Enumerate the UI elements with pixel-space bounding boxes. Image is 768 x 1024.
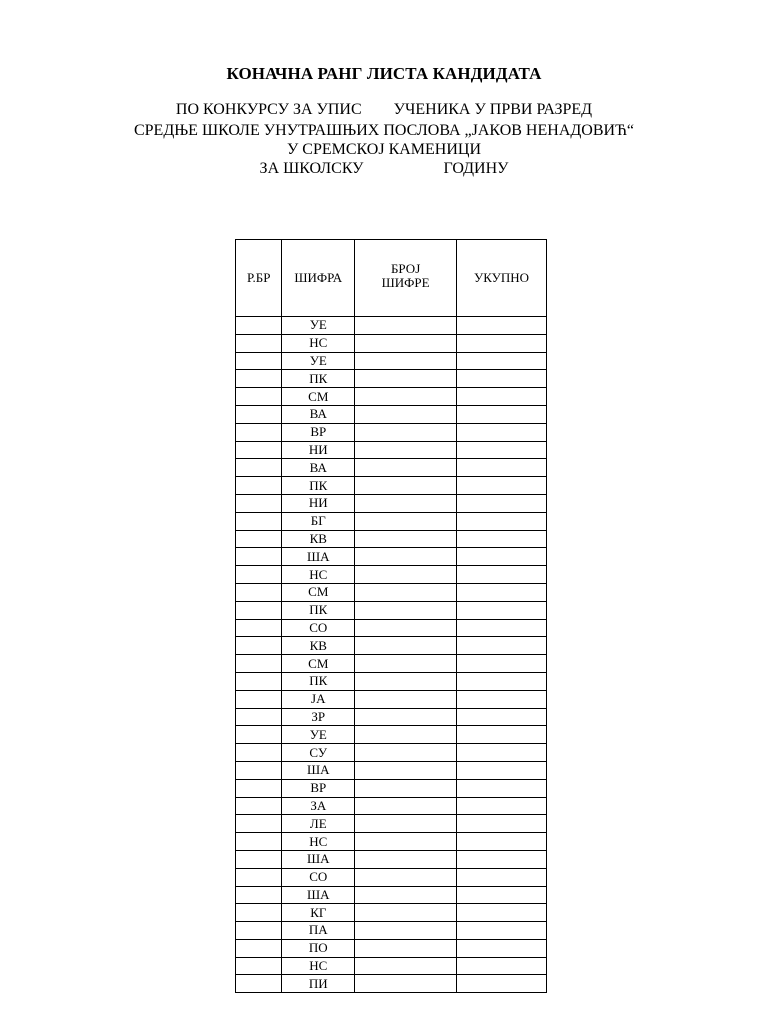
table-row: [236, 388, 547, 406]
code-cell: УЕ: [282, 352, 355, 370]
code-number-cell: [355, 922, 457, 940]
code-cell: ЛЕ: [282, 815, 355, 833]
subtitle-line-1: ПО КОНКУРСУ ЗА УПИС УЧЕНИКА У ПРВИ РАЗРЕД: [175, 101, 593, 118]
total-cell: [457, 530, 547, 548]
total-cell: [457, 939, 547, 957]
header-total: УКУПНО: [457, 240, 547, 317]
code-number-cell: [355, 530, 457, 548]
total-cell: [457, 583, 547, 601]
header-code-number-line1: БРОЈ: [390, 261, 421, 276]
code-cell: НС: [282, 334, 355, 352]
code-number-cell: [355, 672, 457, 690]
rank-cell: [236, 334, 282, 352]
total-cell: [457, 672, 547, 690]
table-row: [236, 922, 547, 940]
table-row: [236, 939, 547, 957]
rank-cell: [236, 423, 282, 441]
code-cell: СМ: [282, 388, 355, 406]
rank-cell: [236, 388, 282, 406]
rank-cell: [236, 975, 282, 993]
total-cell: [457, 726, 547, 744]
total-cell: [457, 833, 547, 851]
table-row: [236, 779, 547, 797]
total-cell: [457, 815, 547, 833]
total-cell: [457, 655, 547, 673]
code-number-cell: [355, 761, 457, 779]
rank-cell: [236, 761, 282, 779]
code-number-cell: [355, 850, 457, 868]
rank-cell: [236, 548, 282, 566]
code-cell: ША: [282, 548, 355, 566]
total-cell: [457, 352, 547, 370]
code-number-cell: [355, 957, 457, 975]
ranking-table: [235, 239, 547, 993]
table-row: [236, 761, 547, 779]
code-cell: НС: [282, 833, 355, 851]
code-cell: ША: [282, 850, 355, 868]
code-number-cell: [355, 583, 457, 601]
code-number-cell: [355, 317, 457, 335]
table-row: [236, 672, 547, 690]
code-number-cell: [355, 352, 457, 370]
total-cell: [457, 601, 547, 619]
rank-cell: [236, 672, 282, 690]
table-row: [236, 833, 547, 851]
code-cell: ПК: [282, 601, 355, 619]
total-cell: [457, 405, 547, 423]
rank-cell: [236, 619, 282, 637]
table-row: [236, 797, 547, 815]
total-cell: [457, 797, 547, 815]
rank-cell: [236, 637, 282, 655]
total-cell: [457, 334, 547, 352]
code-cell: УЕ: [282, 726, 355, 744]
total-cell: [457, 761, 547, 779]
code-cell: ВР: [282, 423, 355, 441]
code-number-cell: [355, 868, 457, 886]
table-row: [236, 975, 547, 993]
code-cell: КВ: [282, 637, 355, 655]
code-number-cell: [355, 512, 457, 530]
rank-cell: [236, 708, 282, 726]
table-row: [236, 352, 547, 370]
total-cell: [457, 922, 547, 940]
rank-cell: [236, 779, 282, 797]
total-cell: [457, 566, 547, 584]
table-row: [236, 494, 547, 512]
table-row: [236, 726, 547, 744]
code-cell: ПО: [282, 939, 355, 957]
code-cell: ЗА: [282, 797, 355, 815]
code-cell: БГ: [282, 512, 355, 530]
table-row: [236, 637, 547, 655]
code-number-cell: [355, 459, 457, 477]
table-row: [236, 655, 547, 673]
code-number-cell: [355, 655, 457, 673]
code-number-cell: [355, 566, 457, 584]
total-cell: [457, 388, 547, 406]
code-cell: ВА: [282, 405, 355, 423]
table-row: [236, 405, 547, 423]
rank-cell: [236, 886, 282, 904]
rank-cell: [236, 441, 282, 459]
code-number-cell: [355, 690, 457, 708]
header-code-number-line2: ШИФРЕ: [381, 275, 430, 290]
code-number-cell: [355, 334, 457, 352]
rank-cell: [236, 797, 282, 815]
table-row: [236, 850, 547, 868]
table-row: [236, 423, 547, 441]
rank-cell: [236, 726, 282, 744]
rank-cell: [236, 939, 282, 957]
rank-cell: [236, 583, 282, 601]
total-cell: [457, 494, 547, 512]
table-row: [236, 744, 547, 762]
document-title: КОНАЧНА РАНГ ЛИСТА КАНДИДАТА: [226, 64, 542, 83]
rank-cell: [236, 566, 282, 584]
table-body: [236, 317, 547, 993]
code-cell: ПК: [282, 672, 355, 690]
code-cell: ША: [282, 761, 355, 779]
code-number-cell: [355, 815, 457, 833]
rank-cell: [236, 477, 282, 495]
table-row: [236, 708, 547, 726]
code-cell: СО: [282, 868, 355, 886]
code-number-cell: [355, 708, 457, 726]
total-cell: [457, 690, 547, 708]
code-cell: НИ: [282, 494, 355, 512]
table-row: [236, 370, 547, 388]
header-code: ШИФРА: [282, 240, 355, 317]
rank-cell: [236, 370, 282, 388]
rank-cell: [236, 601, 282, 619]
total-cell: [457, 637, 547, 655]
code-number-cell: [355, 477, 457, 495]
table-row: [236, 690, 547, 708]
code-number-cell: [355, 939, 457, 957]
table-row: [236, 548, 547, 566]
code-cell: НС: [282, 566, 355, 584]
code-cell: ВА: [282, 459, 355, 477]
code-number-cell: [355, 441, 457, 459]
table-row: [236, 441, 547, 459]
rank-cell: [236, 352, 282, 370]
rank-cell: [236, 744, 282, 762]
code-cell: СО: [282, 619, 355, 637]
total-cell: [457, 548, 547, 566]
rank-cell: [236, 405, 282, 423]
table-header-row: [236, 240, 547, 317]
code-number-cell: [355, 904, 457, 922]
total-cell: [457, 886, 547, 904]
total-cell: [457, 850, 547, 868]
code-number-cell: [355, 726, 457, 744]
table-row: [236, 334, 547, 352]
table-row: [236, 512, 547, 530]
code-number-cell: [355, 779, 457, 797]
code-cell: СМ: [282, 583, 355, 601]
total-cell: [457, 904, 547, 922]
code-cell: СУ: [282, 744, 355, 762]
table-row: [236, 904, 547, 922]
rank-cell: [236, 655, 282, 673]
subtitle-line-4: ЗА ШКОЛСКУ ГОДИНУ: [259, 160, 509, 177]
rank-cell: [236, 868, 282, 886]
total-cell: [457, 619, 547, 637]
code-number-cell: [355, 886, 457, 904]
code-number-cell: [355, 797, 457, 815]
code-number-cell: [355, 548, 457, 566]
code-number-cell: [355, 833, 457, 851]
code-cell: ПК: [282, 477, 355, 495]
code-number-cell: [355, 405, 457, 423]
rank-cell: [236, 690, 282, 708]
total-cell: [457, 975, 547, 993]
code-cell: ЗР: [282, 708, 355, 726]
table-row: [236, 583, 547, 601]
code-number-cell: [355, 423, 457, 441]
code-number-cell: [355, 975, 457, 993]
code-number-cell: [355, 370, 457, 388]
header-rank: Р.БР: [236, 240, 282, 317]
code-cell: ПИ: [282, 975, 355, 993]
code-cell: СМ: [282, 655, 355, 673]
code-cell: НИ: [282, 441, 355, 459]
total-cell: [457, 423, 547, 441]
table-row: [236, 957, 547, 975]
table-row: [236, 459, 547, 477]
total-cell: [457, 957, 547, 975]
rank-cell: [236, 459, 282, 477]
code-number-cell: [355, 494, 457, 512]
total-cell: [457, 441, 547, 459]
total-cell: [457, 317, 547, 335]
rank-cell: [236, 833, 282, 851]
total-cell: [457, 477, 547, 495]
total-cell: [457, 744, 547, 762]
total-cell: [457, 459, 547, 477]
rank-cell: [236, 512, 282, 530]
rank-cell: [236, 317, 282, 335]
code-cell: КВ: [282, 530, 355, 548]
subtitle-line-3: У СРЕМСКОЈ КАМЕНИЦИ: [286, 141, 482, 158]
code-cell: ЈА: [282, 690, 355, 708]
table-row: [236, 619, 547, 637]
rank-cell: [236, 530, 282, 548]
code-number-cell: [355, 601, 457, 619]
rank-cell: [236, 850, 282, 868]
total-cell: [457, 370, 547, 388]
code-cell: ПА: [282, 922, 355, 940]
code-cell: УЕ: [282, 317, 355, 335]
table-row: [236, 815, 547, 833]
code-cell: НС: [282, 957, 355, 975]
code-cell: ВР: [282, 779, 355, 797]
code-number-cell: [355, 619, 457, 637]
code-cell: КГ: [282, 904, 355, 922]
code-number-cell: [355, 744, 457, 762]
header-code-number: [355, 240, 457, 317]
rank-cell: [236, 494, 282, 512]
table-row: [236, 317, 547, 335]
code-cell: ПК: [282, 370, 355, 388]
table-row: [236, 868, 547, 886]
total-cell: [457, 779, 547, 797]
table-row: [236, 530, 547, 548]
code-number-cell: [355, 388, 457, 406]
subtitle-line-2: СРЕДЊЕ ШКОЛЕ УНУТРАШЊИХ ПОСЛОВА „ЈАКОВ НЕНАДОВИЋ“: [133, 122, 635, 139]
total-cell: [457, 512, 547, 530]
rank-cell: [236, 957, 282, 975]
table-row: [236, 477, 547, 495]
code-number-cell: [355, 637, 457, 655]
total-cell: [457, 708, 547, 726]
table-row: [236, 601, 547, 619]
table-row: [236, 886, 547, 904]
code-cell: ША: [282, 886, 355, 904]
table-row: [236, 566, 547, 584]
rank-cell: [236, 815, 282, 833]
rank-cell: [236, 922, 282, 940]
total-cell: [457, 868, 547, 886]
rank-cell: [236, 904, 282, 922]
